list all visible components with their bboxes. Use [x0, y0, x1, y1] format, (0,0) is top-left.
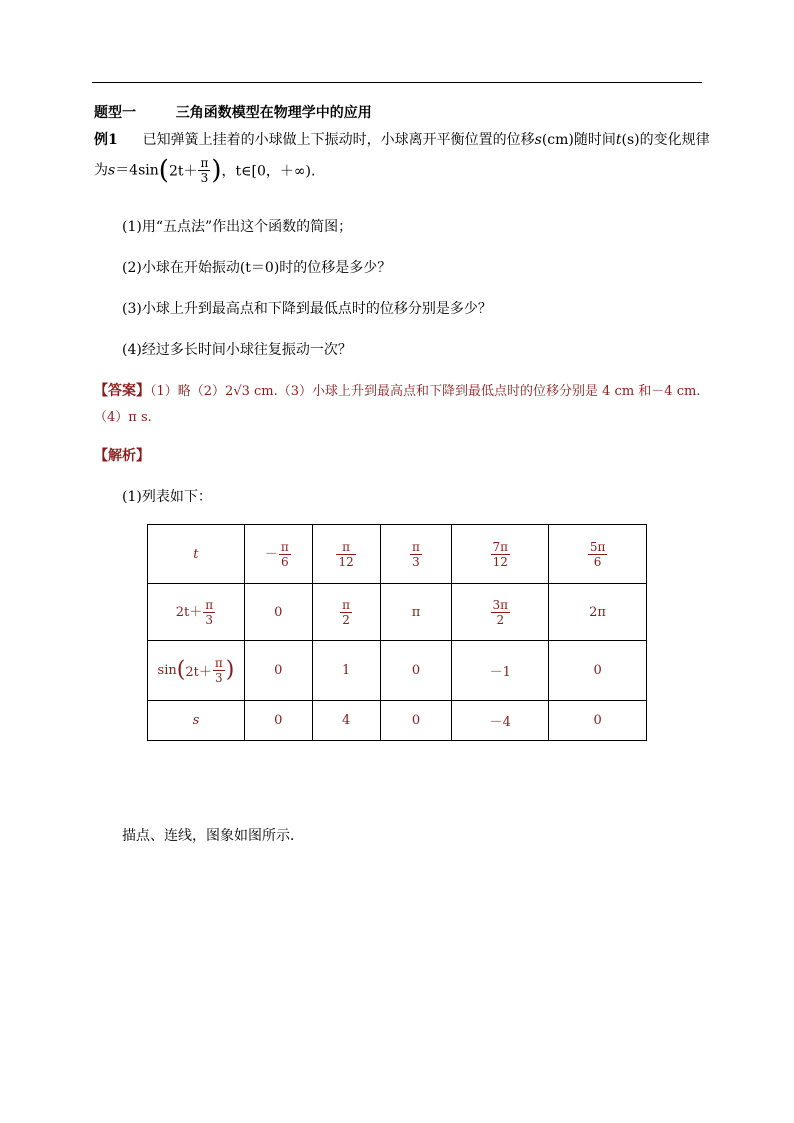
label-b: 2t＋: [185, 665, 212, 680]
table-cell: 4: [312, 701, 380, 741]
row-label-sin: [148, 641, 245, 701]
example-label: 例1: [94, 132, 118, 148]
label-a: 2t＋: [175, 604, 203, 620]
table-cell: [380, 525, 452, 584]
example-text-1: 已知弹簧上挂着的小球做上下振动时，小球离开平衡位置的位移: [142, 132, 535, 148]
formula-domain: ，t∈[0，＋∞).: [221, 163, 316, 180]
left-paren: (: [176, 657, 186, 683]
analysis-outro: 描点、连线，图象如图所示．: [122, 828, 304, 844]
num: π: [214, 656, 223, 670]
table-cell: [312, 584, 380, 641]
den: 6: [593, 554, 602, 569]
table-cell: π: [380, 584, 452, 641]
analysis-intro: (1)列表如下：: [122, 489, 212, 505]
answer-line-2: （4）π s.: [94, 410, 152, 425]
table-cell: [312, 525, 380, 584]
table-row: [148, 525, 647, 584]
num: π: [336, 540, 355, 555]
row-label-s: s: [148, 701, 245, 741]
den: 2: [342, 612, 350, 627]
table-cell: 1: [312, 641, 380, 701]
table-cell: 0: [380, 641, 452, 701]
table-row: [148, 584, 647, 641]
table-cell: 0: [244, 584, 312, 641]
answer-text-1: （1）略（2）2√3 cm.（3）小球上升到最高点和下降到最低点时的位移分别是 4 cm 和－4 cm.: [150, 384, 701, 399]
num: π: [280, 539, 289, 554]
header-rule: [92, 82, 702, 83]
den: 3: [412, 554, 420, 569]
table-row: [148, 701, 647, 741]
answer-line-1: [94, 380, 700, 400]
frac-num: π: [200, 156, 209, 170]
table-cell: －4: [452, 701, 549, 741]
section-heading: [94, 102, 372, 122]
example-text-2: (s)的变化规律: [621, 132, 710, 148]
table-cell: [549, 525, 647, 584]
formula-fraction: [198, 156, 210, 185]
table-cell: 0: [549, 641, 647, 701]
var-t: t: [615, 132, 622, 148]
table-cell: 0: [244, 641, 312, 701]
table-cell: 0: [380, 701, 452, 741]
num: 3π: [492, 597, 509, 612]
right-paren: ): [225, 657, 235, 683]
table-cell: [244, 525, 312, 584]
label-a: sin: [157, 663, 177, 678]
analysis-label: 【解析】: [94, 448, 150, 464]
question-2: (2)小球在开始振动(t＝0)时的位移是多少？: [122, 260, 392, 276]
den: 3: [214, 671, 223, 685]
values-table: [147, 524, 647, 741]
den: 3: [205, 612, 213, 627]
table-cell: 0: [549, 701, 647, 741]
question-4: (4)经过多长时间小球往复振动一次？: [122, 342, 352, 358]
example-line-1: [94, 129, 710, 149]
den: 12: [338, 554, 354, 569]
table-cell: [452, 584, 549, 641]
num: π: [205, 597, 214, 612]
row-label-angle: [148, 584, 245, 641]
formula-body: ＝4sin: [115, 162, 159, 179]
question-1: (1)用“五点法”作出这个函数的简图；: [122, 219, 353, 235]
var-s: s: [534, 132, 542, 148]
num: π: [342, 597, 351, 612]
section-label: 题型一: [94, 105, 136, 121]
formula-prefix: 为: [94, 162, 108, 179]
table-cell: 2π: [549, 584, 647, 641]
table-cell: －1: [452, 641, 549, 701]
sign: －: [264, 546, 278, 562]
question-3: (3)小球上升到最高点和下降到最低点时的位移分别是多少？: [122, 301, 492, 317]
answer-label: 【答案】: [94, 383, 150, 399]
table-cell: [452, 525, 549, 584]
left-paren: (: [158, 155, 169, 186]
example-formula: [94, 156, 315, 185]
table-cell: 0: [244, 701, 312, 741]
den: 12: [492, 554, 508, 569]
frac-den: 3: [200, 171, 209, 185]
num: π: [412, 539, 420, 554]
num: 5π: [589, 539, 606, 554]
row-label-t: t: [148, 525, 245, 584]
formula-s: s: [108, 162, 116, 179]
section-title: 三角函数模型在物理学中的应用: [175, 105, 372, 121]
formula-inner: 2t＋: [168, 163, 198, 180]
num: 7π: [492, 539, 509, 554]
den: 6: [280, 554, 289, 569]
den: 2: [496, 612, 505, 627]
table-row: [148, 641, 647, 701]
unit-cm: (cm)随时间: [541, 132, 616, 148]
right-paren: ): [211, 155, 222, 186]
